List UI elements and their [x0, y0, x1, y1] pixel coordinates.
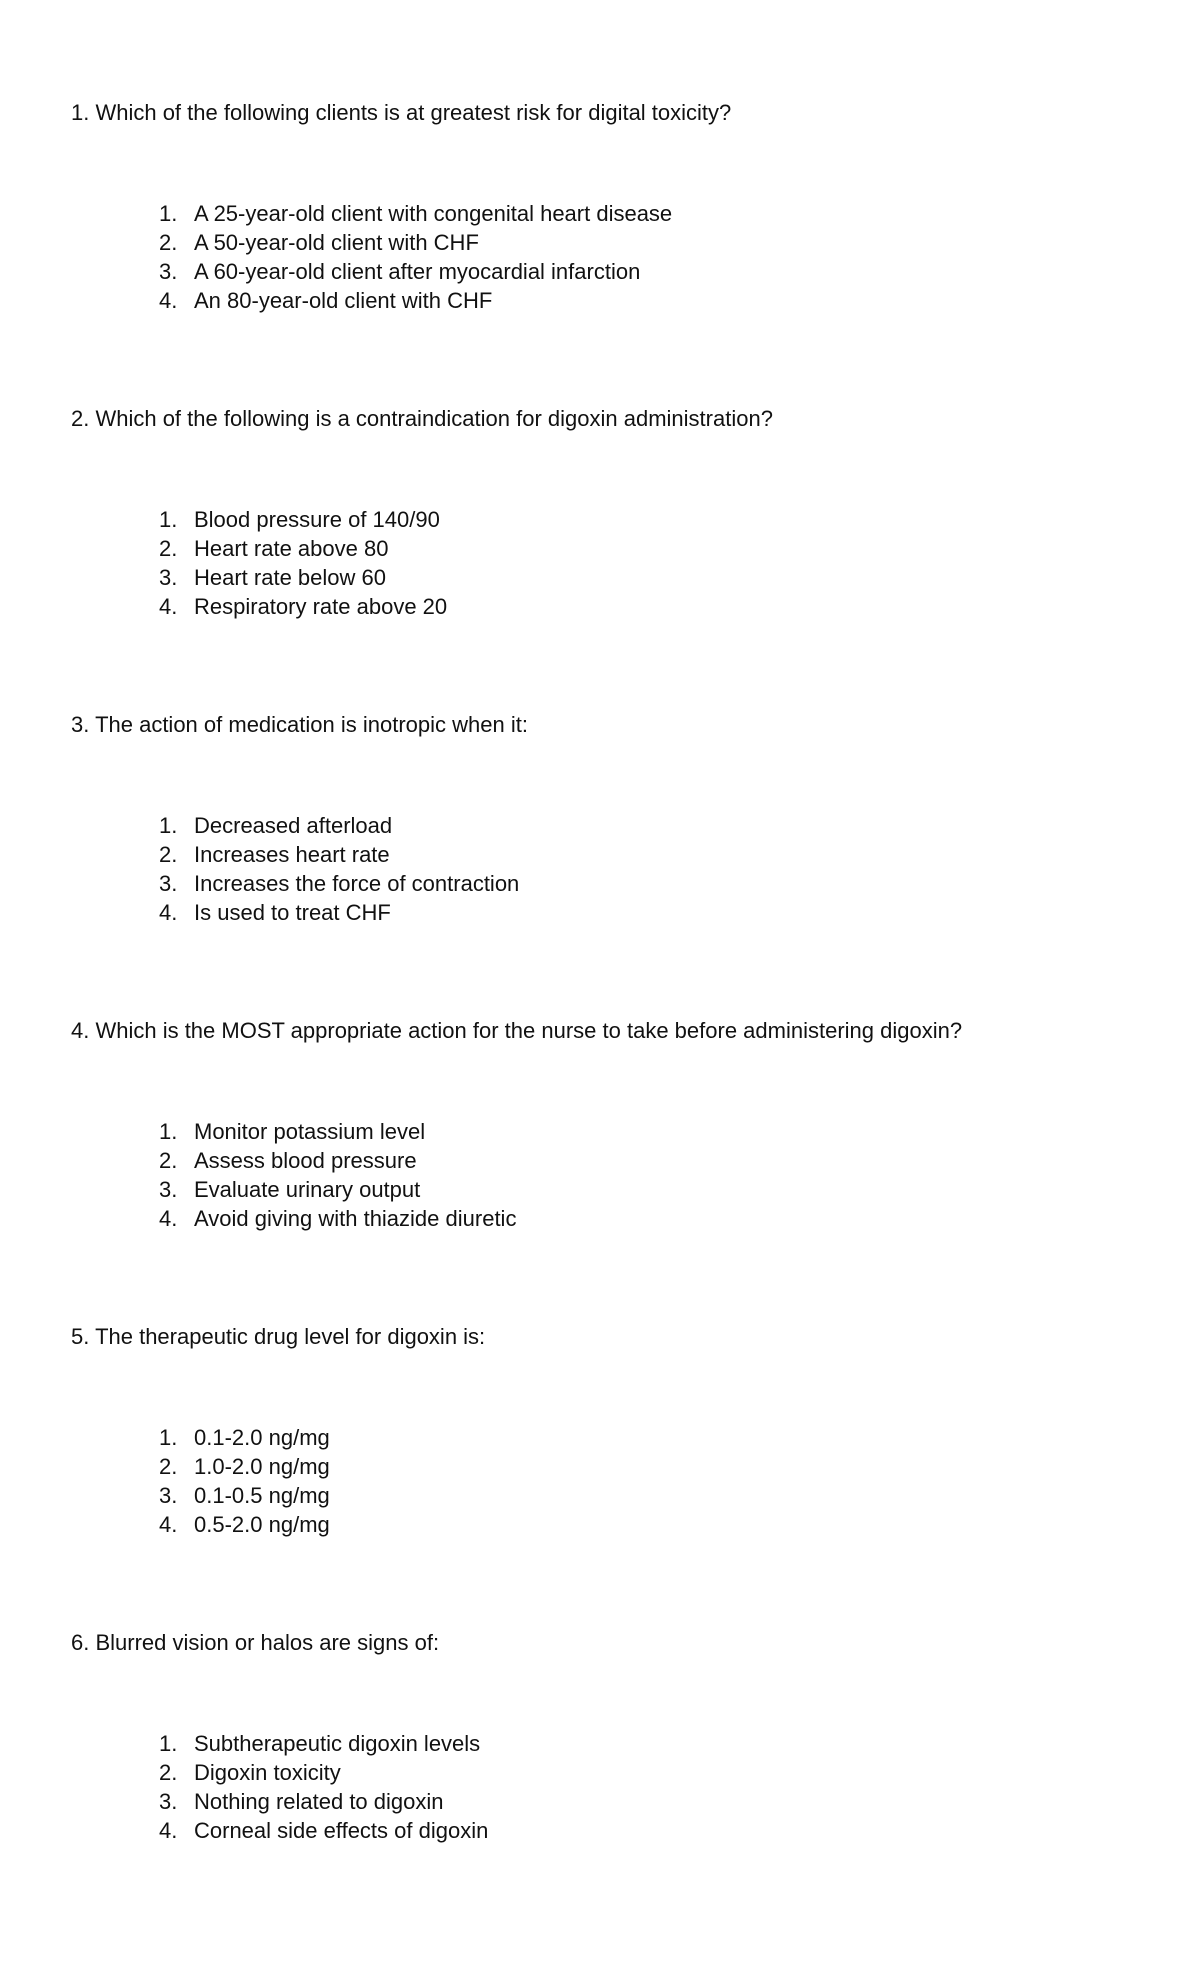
option-text: Increases the force of contraction	[194, 871, 520, 896]
option-text: Corneal side effects of digoxin	[194, 1818, 489, 1843]
answer-option	[71, 228, 1151, 257]
answer-options	[71, 1423, 1151, 1539]
option-number: 2.	[159, 1454, 178, 1479]
answer-options	[71, 1729, 1151, 1845]
option-text: An 80-year-old client with CHF	[194, 288, 493, 313]
option-text: 1.0-2.0 ng/mg	[194, 1454, 330, 1479]
answer-option	[71, 1758, 1151, 1787]
answer-option	[71, 1204, 1151, 1233]
option-text: Assess blood pressure	[194, 1148, 417, 1173]
question-text: 6. Blurred vision or halos are signs of:	[71, 1630, 440, 1655]
answer-option	[71, 563, 1151, 592]
option-text: Avoid giving with thiazide diuretic	[194, 1206, 517, 1231]
answer-option	[71, 286, 1151, 315]
question-2	[71, 405, 1151, 621]
option-text: Digoxin toxicity	[194, 1760, 341, 1785]
option-number: 4.	[159, 1818, 178, 1843]
answer-option	[71, 840, 1151, 869]
answer-option	[71, 1423, 1151, 1452]
answer-option	[71, 1452, 1151, 1481]
answer-option	[71, 1117, 1151, 1146]
option-text: A 60-year-old client after myocardial infarction	[194, 259, 641, 284]
answer-option	[71, 257, 1151, 286]
option-text: Blood pressure of 140/90	[194, 507, 440, 532]
answer-options	[71, 199, 1151, 315]
option-number: 1.	[159, 1119, 178, 1144]
option-number: 3.	[159, 871, 178, 896]
option-number: 3.	[159, 1177, 178, 1202]
option-text: Subtherapeutic digoxin levels	[194, 1731, 481, 1756]
option-number: 4.	[159, 288, 178, 313]
option-number: 1.	[159, 201, 178, 226]
question-3	[71, 711, 1151, 927]
option-text: Monitor potassium level	[194, 1119, 426, 1144]
option-text: Is used to treat CHF	[194, 900, 391, 925]
option-text: Decreased afterload	[194, 813, 393, 838]
answer-option	[71, 1481, 1151, 1510]
question-text: 4. Which is the MOST appropriate action for the nurse to take before administering digoxin?	[71, 1018, 963, 1043]
question-5	[71, 1323, 1151, 1539]
answer-options	[71, 1117, 1151, 1233]
option-text: Heart rate above 80	[194, 536, 389, 561]
option-text: Respiratory rate above 20	[194, 594, 448, 619]
question-text: 1. Which of the following clients is at greatest risk for digital toxicity?	[71, 100, 732, 125]
question-4	[71, 1017, 1151, 1233]
option-number: 4.	[159, 594, 178, 619]
option-number: 2.	[159, 1760, 178, 1785]
answer-option	[71, 1146, 1151, 1175]
answer-option	[71, 869, 1151, 898]
answer-option	[71, 505, 1151, 534]
option-number: 2.	[159, 230, 178, 255]
option-number: 1.	[159, 507, 178, 532]
question-text: 3. The action of medication is inotropic when it:	[71, 712, 528, 737]
question-text: 5. The therapeutic drug level for digoxin is:	[71, 1324, 486, 1349]
answer-option	[71, 534, 1151, 563]
answer-option	[71, 898, 1151, 927]
option-number: 2.	[159, 1148, 178, 1173]
answer-options	[71, 505, 1151, 621]
option-text: Increases heart rate	[194, 842, 390, 867]
answer-option	[71, 1175, 1151, 1204]
option-text: Evaluate urinary output	[194, 1177, 421, 1202]
question-text: 2. Which of the following is a contraindication for digoxin administration?	[71, 406, 773, 431]
option-number: 4.	[159, 1206, 178, 1231]
answer-option	[71, 1729, 1151, 1758]
option-text: 0.5-2.0 ng/mg	[194, 1512, 330, 1537]
option-number: 2.	[159, 842, 178, 867]
option-number: 3.	[159, 1789, 178, 1814]
option-number: 4.	[159, 900, 178, 925]
answer-option	[71, 1816, 1151, 1845]
question-6	[71, 1629, 1151, 1845]
option-text: A 50-year-old client with CHF	[194, 230, 479, 255]
option-number: 1.	[159, 813, 178, 838]
option-text: Nothing related to digoxin	[194, 1789, 444, 1814]
answer-option	[71, 199, 1151, 228]
option-text: A 25-year-old client with congenital heart disease	[194, 201, 673, 226]
option-number: 4.	[159, 1512, 178, 1537]
option-text: Heart rate below 60	[194, 565, 386, 590]
option-text: 0.1-0.5 ng/mg	[194, 1483, 330, 1508]
option-number: 3.	[159, 259, 178, 284]
option-number: 3.	[159, 565, 178, 590]
answer-options	[71, 811, 1151, 927]
answer-option	[71, 1510, 1151, 1539]
option-number: 1.	[159, 1731, 178, 1756]
question-1	[71, 99, 1151, 315]
answer-option	[71, 1787, 1151, 1816]
option-number: 1.	[159, 1425, 178, 1450]
option-text: 0.1-2.0 ng/mg	[194, 1425, 330, 1450]
answer-option	[71, 811, 1151, 840]
option-number: 3.	[159, 1483, 178, 1508]
option-number: 2.	[159, 536, 178, 561]
answer-option	[71, 592, 1151, 621]
